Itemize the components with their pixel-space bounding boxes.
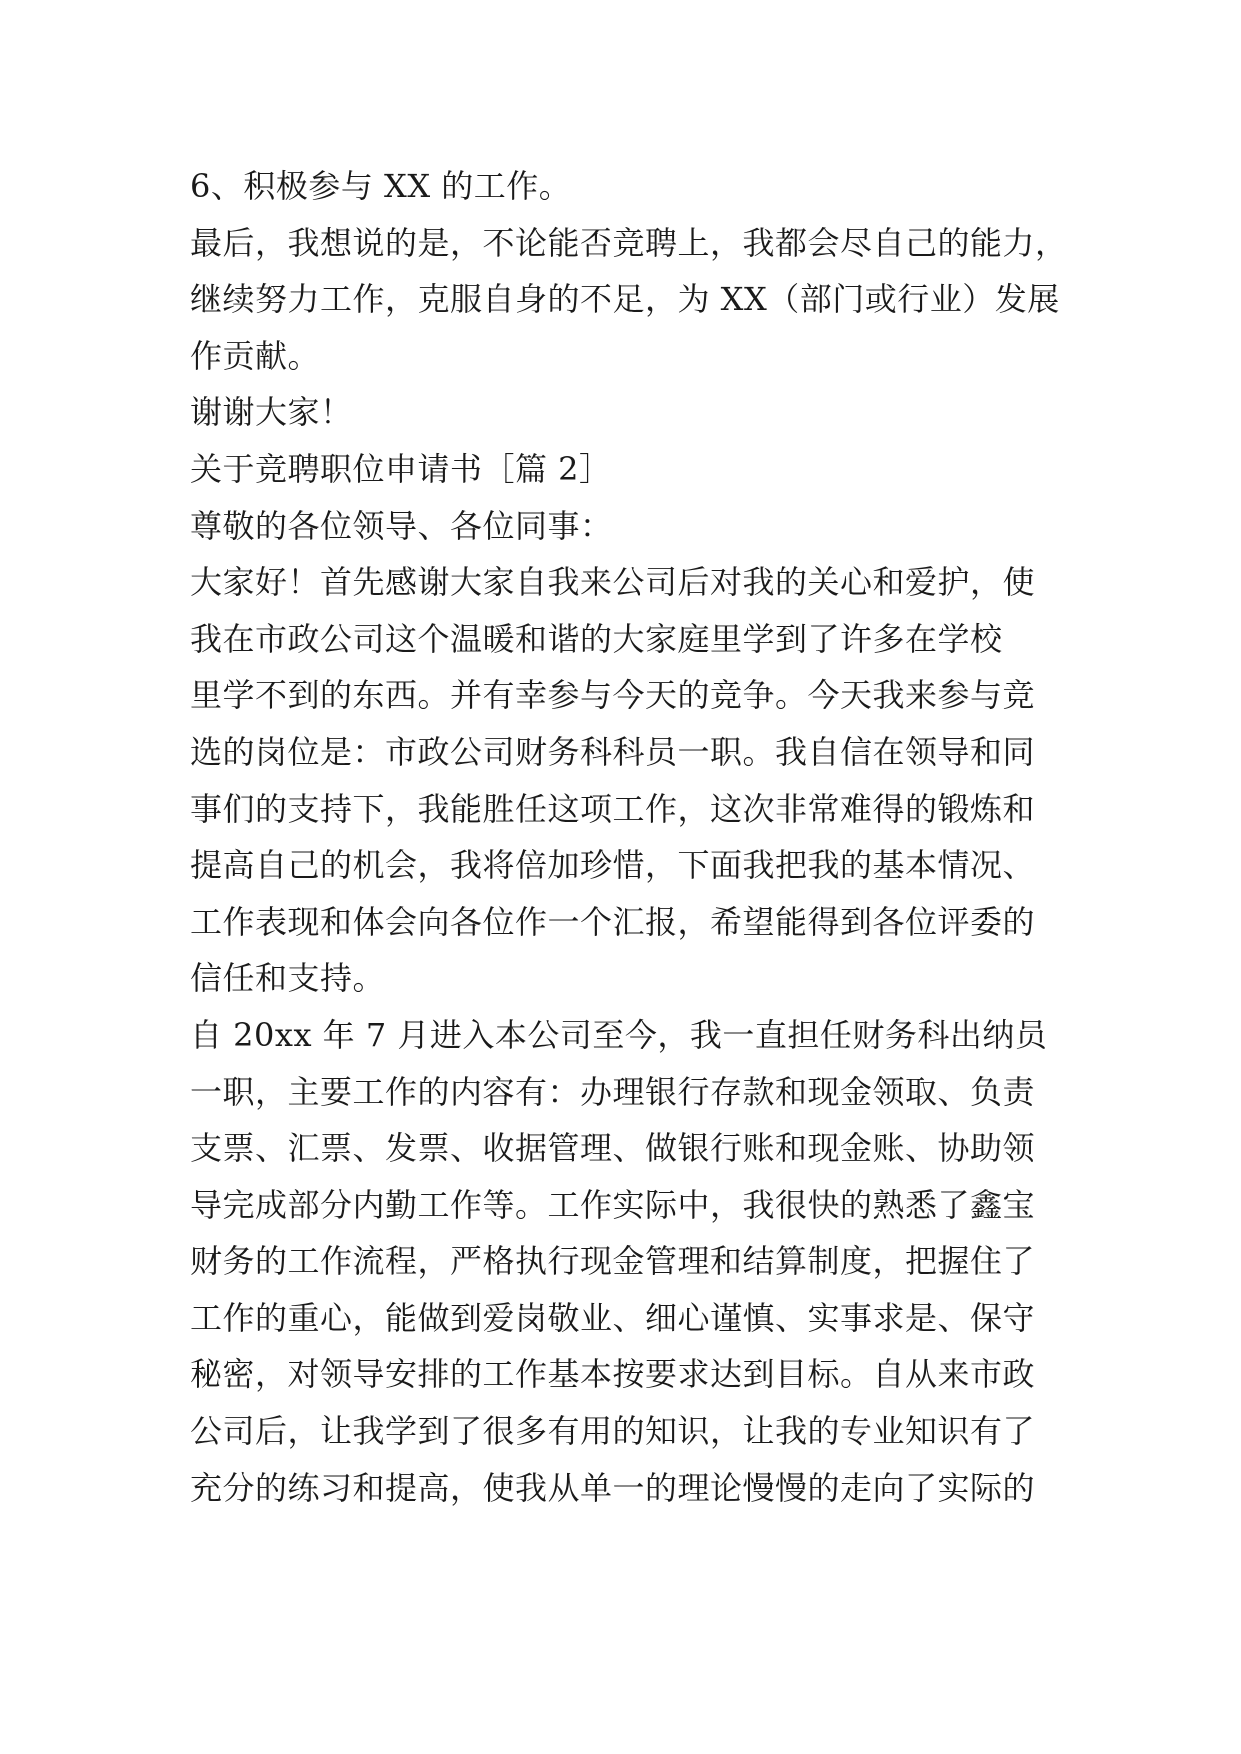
text-line: 公司后，让我学到了很多有用的知识，让我的专业知识有了 (190, 1412, 1036, 1451)
text-line: 导完成部分内勤工作等。工作实际中，我很快的熟悉了鑫宝 (190, 1185, 1036, 1224)
section-title: 关于竞聘职位申请书［篇 2］ (190, 449, 612, 488)
text-line: 继续努力工作，克服自身的不足，为 XX（部门或行业）发展 (190, 280, 1060, 319)
text-line: 大家好！首先感谢大家自我来公司后对我的关心和爱护，使 (190, 563, 1036, 602)
text-line: 谢谢大家！ (190, 393, 353, 432)
text-line: 选的岗位是：市政公司财务科科员一职。我自信在领导和同 (190, 732, 1036, 771)
text-line: 里学不到的东西。并有幸参与今天的竞争。今天我来参与竞 (190, 676, 1036, 715)
text-line: 提高自己的机会，我将倍加珍惜，下面我把我的基本情况、 (190, 846, 1036, 885)
text-line: 最后，我想说的是，不论能否竞聘上，我都会尽自己的能力， (190, 223, 1068, 262)
text-line: 自 20xx 年 7 月进入本公司至今，我一直担任财务科出纳员 (190, 1015, 1048, 1054)
document-body (190, 158, 1070, 1516)
text-line: 支票、汇票、发票、收据管理、做银行账和现金账、协助领 (190, 1129, 1036, 1168)
text-line: 一职，主要工作的内容有：办理银行存款和现金领取、负责 (190, 1072, 1036, 1111)
text-line: 充分的练习和提高，使我从单一的理论慢慢的走向了实际的 (190, 1468, 1036, 1507)
text-line: 事们的支持下，我能胜任这项工作，这次非常难得的锻炼和 (190, 789, 1036, 828)
text-line: 我在市政公司这个温暖和谐的大家庭里学到了许多在学校 (190, 619, 1003, 658)
text-line: 工作表现和体会向各位作一个汇报，希望能得到各位评委的 (190, 902, 1036, 941)
text-line: 秘密，对领导安排的工作基本按要求达到目标。自从来市政 (190, 1355, 1036, 1394)
text-line: 财务的工作流程，严格执行现金管理和结算制度，把握住了 (190, 1242, 1036, 1281)
text-line: 作贡献。 (190, 336, 321, 375)
text-line: 6、积极参与 XX 的工作。 (190, 167, 572, 205)
salutation: 尊敬的各位领导、各位同事： (190, 506, 613, 545)
text-line: 工作的重心，能做到爱岗敬业、细心谨慎、实事求是、保守 (190, 1298, 1036, 1337)
text-line: 信任和支持。 (190, 959, 386, 998)
